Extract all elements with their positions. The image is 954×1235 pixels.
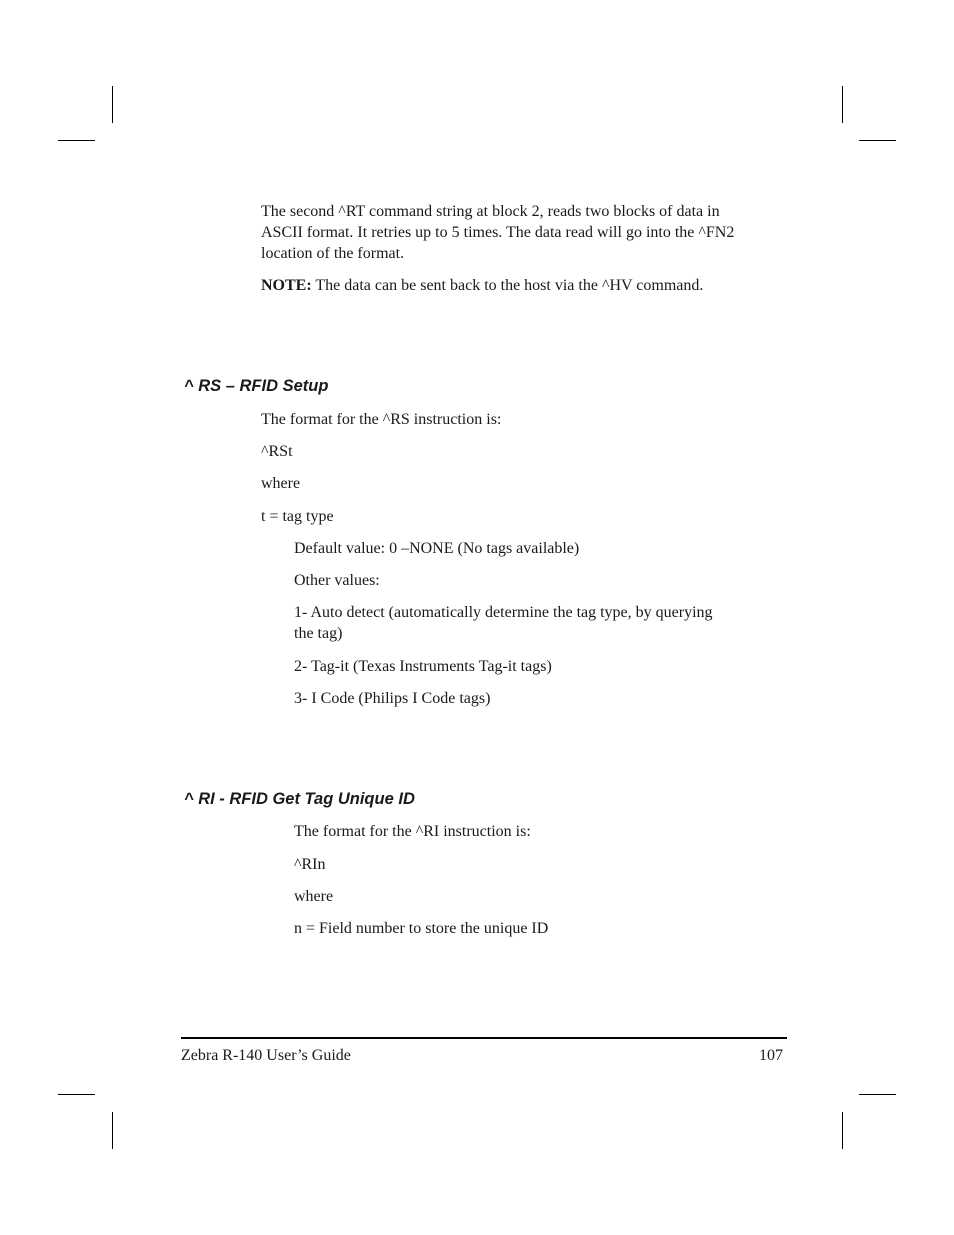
rs-heading: ^ RS – RFID Setup [184,377,329,395]
rs-syntax: ^RSt [261,443,293,460]
crop-mark [842,1112,843,1149]
rs-format-intro: The format for the ^RS instruction is: [261,411,502,428]
crop-mark [842,86,843,123]
rs-default-value: Default value: 0 –NONE (No tags available) [294,540,580,557]
crop-mark [859,140,896,141]
footer-rule [181,1037,787,1039]
intro-line-3: location of the format. [261,245,405,262]
note-label: NOTE: [261,277,312,294]
crop-mark [112,86,113,123]
rs-param: t = tag type [261,508,334,525]
rs-value-1-line-1: 1- Auto detect (automatically determine the tag type, by querying [294,604,713,621]
note-text: The data can be sent back to the host via the ^HV command. [311,277,704,294]
ri-param: n = Field number to store the unique ID [294,920,549,937]
rs-other-values: Other values: [294,572,380,589]
ri-where: where [294,888,334,905]
rs-where: where [261,475,301,492]
ri-heading: ^ RI - RFID Get Tag Unique ID [184,790,415,808]
crop-mark [58,140,95,141]
intro-line-1: The second ^RT command string at block 2, reads two blocks of data in [261,203,720,220]
ri-format-intro: The format for the ^RI instruction is: [294,823,531,840]
crop-mark [859,1094,896,1095]
crop-mark [112,1112,113,1149]
rs-value-1-line-2: the tag) [294,625,343,642]
crop-mark [58,1094,95,1095]
page-number: 107 [759,1047,783,1064]
intro-line-2: ASCII format. It retries up to 5 times. The data read will go into the ^FN2 [261,224,735,241]
footer-title: Zebra R-140 User’s Guide [181,1047,351,1064]
rs-value-2: 2- Tag-it (Texas Instruments Tag-it tags) [294,658,552,675]
ri-syntax: ^RIn [294,856,326,873]
rs-value-3: 3- I Code (Philips I Code tags) [294,690,491,707]
note-paragraph [261,275,703,296]
